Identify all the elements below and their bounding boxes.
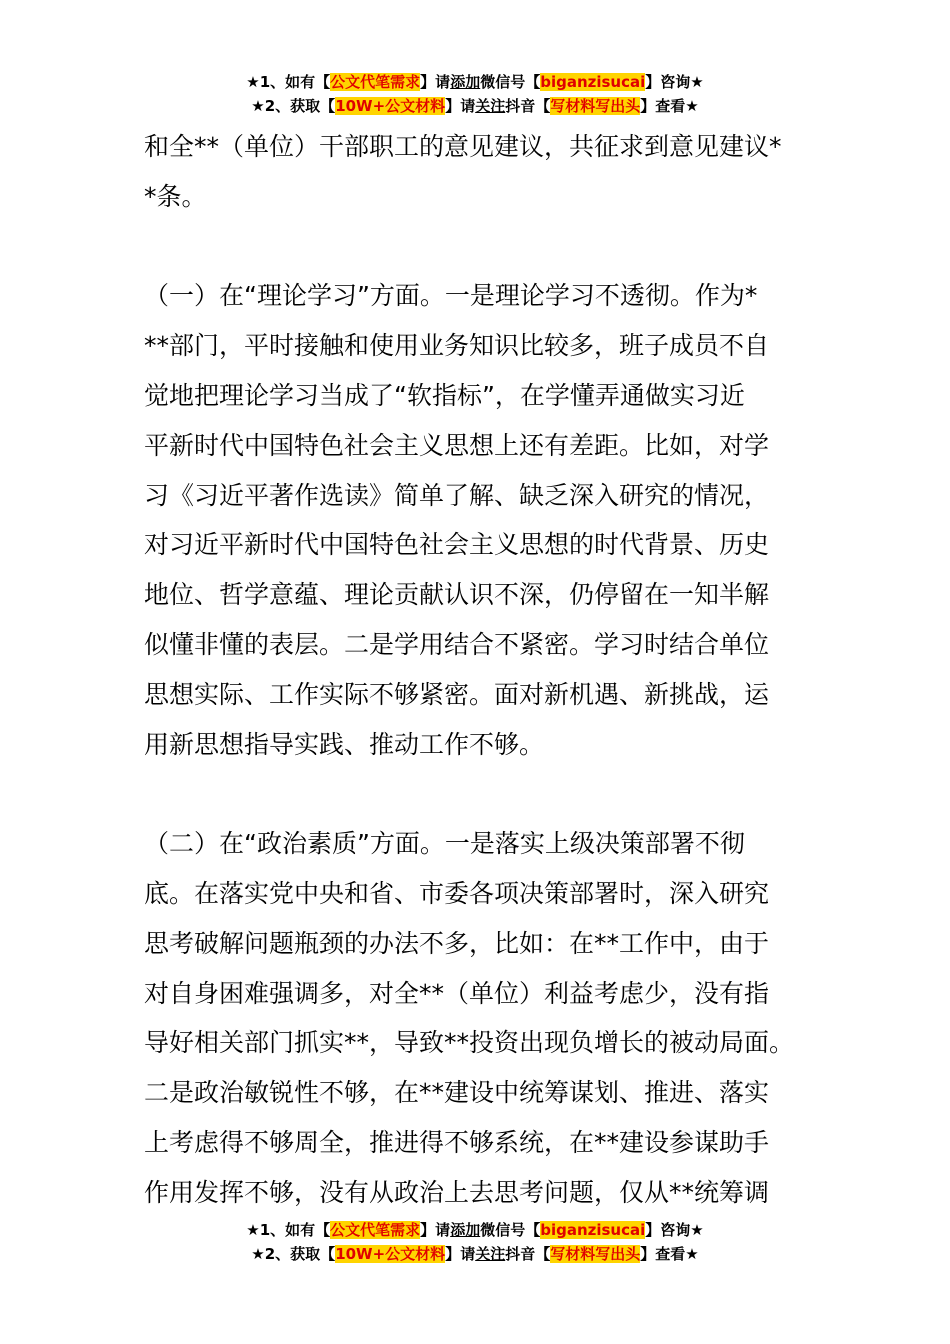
promo-highlight: 10W+公文材料 xyxy=(335,1245,446,1263)
promo-line-2 xyxy=(0,94,950,118)
body-line: （二）在“政治素质”方面。一是落实上级决策部署不彻 xyxy=(144,829,745,859)
promo-text: 抖音【 xyxy=(505,1245,551,1263)
promo-underlined: 关注 xyxy=(475,97,506,115)
document-body xyxy=(144,122,812,1218)
body-line: 平新时代中国特色社会主义思想上还有差距。比如，对学 xyxy=(144,430,770,460)
body-line: 底。在落实党中央和省、市委各项决策部署时，深入研究 xyxy=(144,878,770,908)
promo-highlight: biganzisucai xyxy=(540,73,646,91)
promo-text: 】咨询★ xyxy=(645,73,704,91)
promo-text: 微信号【 xyxy=(480,1221,541,1239)
promo-line-2 xyxy=(0,1242,950,1266)
promo-text: ★1、如有【 xyxy=(246,73,331,91)
promo-highlight: biganzisucai xyxy=(540,1221,646,1239)
promo-underlined: 添加 xyxy=(450,1221,481,1239)
body-line: 思想实际、工作实际不够紧密。面对新机遇、新挑战，运 xyxy=(144,679,770,709)
promo-text: 】查看★ xyxy=(640,1245,699,1263)
body-line: 上考虑得不够周全，推进得不够系统，在**建设参谋助手 xyxy=(144,1127,770,1157)
paragraph-gap xyxy=(144,222,812,272)
header-promo-banner xyxy=(0,70,950,118)
promo-line-1 xyxy=(0,70,950,94)
promo-highlight: 公文代笔需求 xyxy=(330,1221,421,1239)
body-line: 对习近平新时代中国特色社会主义思想的时代背景、历史 xyxy=(144,530,770,560)
body-line: 用新思想指导实践、推动工作不够。 xyxy=(144,729,545,759)
body-line: 二是政治敏锐性不够，在**建设中统筹谋划、推进、落实 xyxy=(144,1078,770,1108)
body-line: 对自身困难强调多，对全**（单位）利益考虑少，没有指 xyxy=(144,978,770,1008)
promo-text: 微信号【 xyxy=(480,73,541,91)
promo-highlight: 10W+公文材料 xyxy=(335,97,446,115)
body-line: （一）在“理论学习”方面。一是理论学习不透彻。作为* xyxy=(144,281,758,311)
body-line: 思考破解问题瓶颈的办法不多，比如：在**工作中，由于 xyxy=(144,928,770,958)
promo-highlight: 写材料写出头 xyxy=(550,97,641,115)
promo-text: 】请 xyxy=(420,1221,451,1239)
promo-underlined: 添加 xyxy=(450,73,481,91)
body-line: 导好相关部门抓实**，导致**投资出现负增长的被动局面。 xyxy=(144,1028,795,1058)
body-line: *条。 xyxy=(144,181,207,211)
promo-underlined: 关注 xyxy=(475,1245,506,1263)
promo-text: 】请 xyxy=(445,97,476,115)
promo-text: 抖音【 xyxy=(505,97,551,115)
body-line: 作用发挥不够，没有从政治上去思考问题，仅从**统筹调 xyxy=(144,1177,770,1207)
promo-highlight: 公文代笔需求 xyxy=(330,73,421,91)
promo-line-1 xyxy=(0,1218,950,1242)
body-line: 觉地把理论学习当成了“软指标”，在学懂弄通做实习近 xyxy=(144,380,745,410)
body-line: 习《习近平著作选读》简单了解、缺乏深入研究的情况， xyxy=(144,480,770,510)
promo-text: 】请 xyxy=(445,1245,476,1263)
body-line: **部门，平时接触和使用业务知识比较多，班子成员不自 xyxy=(144,331,770,361)
promo-text: 】请 xyxy=(420,73,451,91)
body-line: 地位、哲学意蕴、理论贡献认识不深，仍停留在一知半解 xyxy=(144,580,770,610)
footer-promo-banner xyxy=(0,1218,950,1266)
promo-highlight: 写材料写出头 xyxy=(550,1245,641,1263)
promo-text: 】查看★ xyxy=(640,97,699,115)
promo-text: ★2、获取【 xyxy=(251,1245,336,1263)
paragraph-gap xyxy=(144,769,812,819)
promo-text: 】咨询★ xyxy=(645,1221,704,1239)
body-line: 似懂非懂的表层。二是学用结合不紧密。学习时结合单位 xyxy=(144,629,770,659)
promo-text: ★2、获取【 xyxy=(251,97,336,115)
promo-text: ★1、如有【 xyxy=(246,1221,331,1239)
body-line: 和全**（单位）干部职工的意见建议，共征求到意见建议* xyxy=(144,132,782,161)
